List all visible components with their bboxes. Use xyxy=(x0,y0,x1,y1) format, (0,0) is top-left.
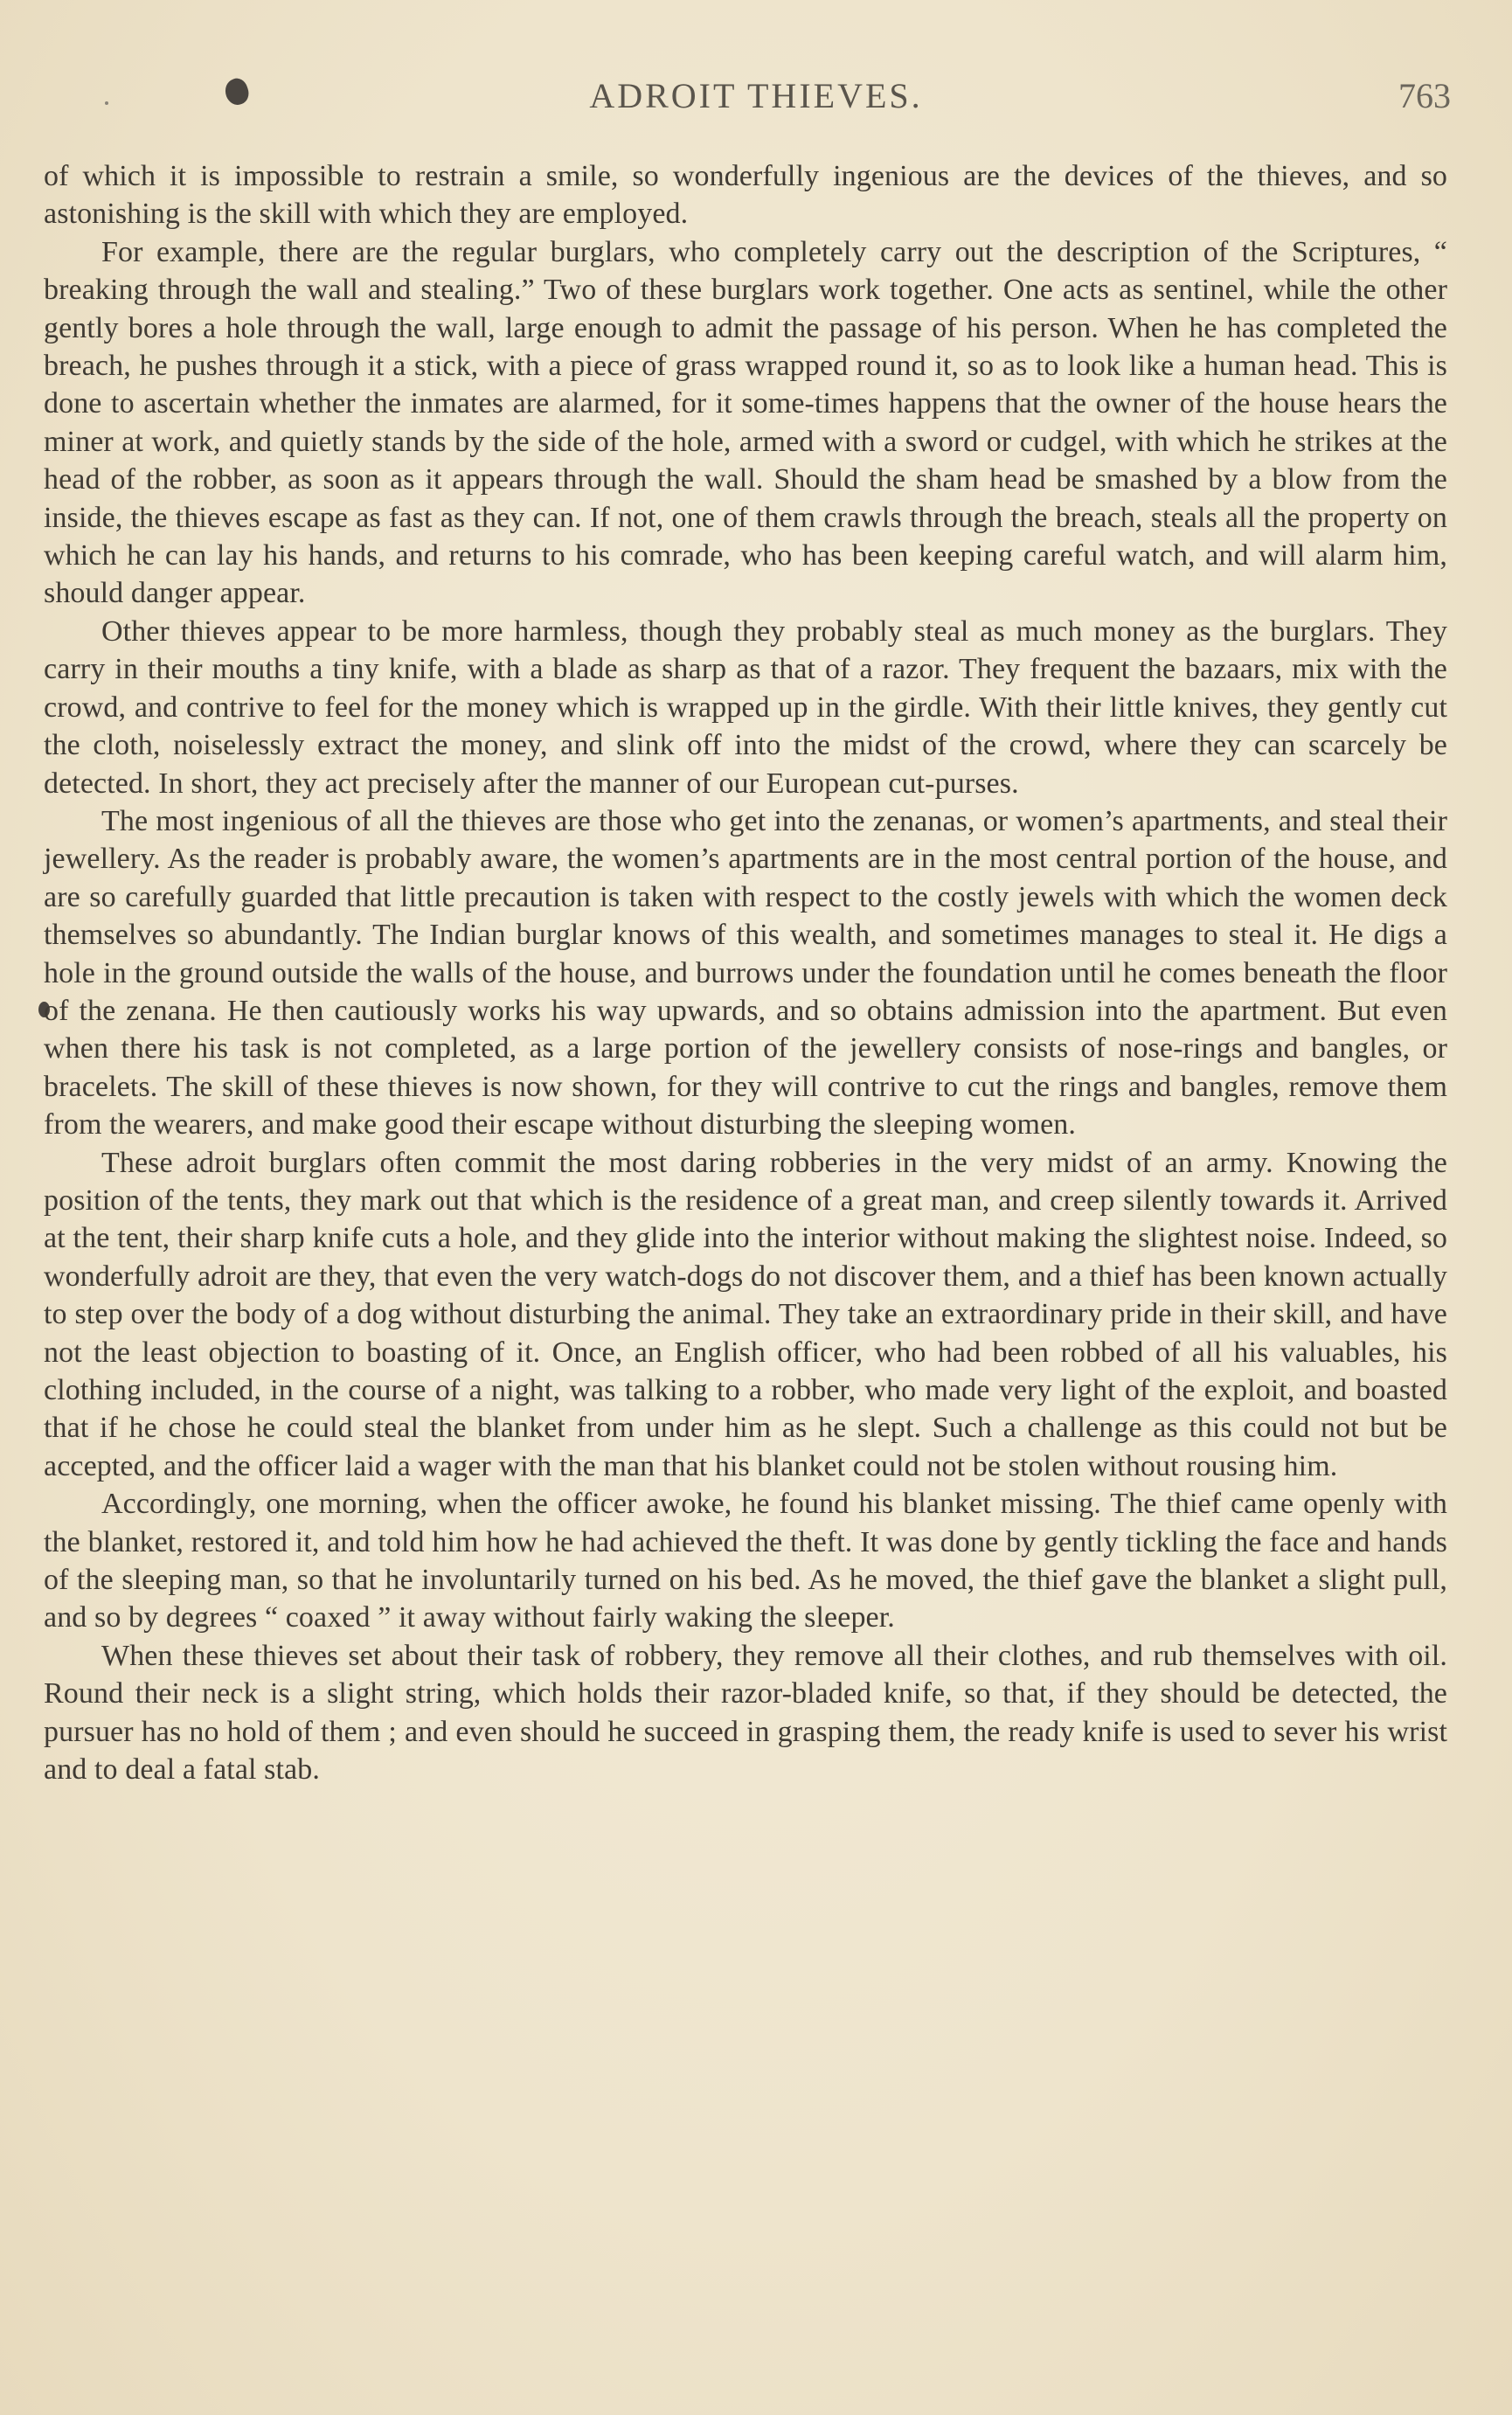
paragraph-army-robberies: These adroit burglars often commit the most daring robberies in the very midst of an army. Knowing the position of the tents, they mark out that which is the residence of a great man, and creep silently towards it. Arrived at the tent, their sharp knife cuts a hole, and they glide into the interior without making the slightest noise. Indeed, so wonderfully adroit are they, that even the very watch-dogs do not discover them, and a thief has been known actually to step over the body of a dog without disturbing the animal. They take an extraordinary pride in their skill, and have not the least objection to boasting of it. Once, an English officer, who had been robbed of all his valuables, his clothing included, in the course of a night, was talking to a robber, who made very light of the exploit, and boasted that if he chose he could steal the blanket from under him as he slept. Such a challenge as this could not but be accepted, and the officer laid a wager with the man that his blanket could not be stolen without rousing him. xyxy=(44,1146,1447,1482)
paragraph-cut-purses: Other thieves appear to be more harmless, though they probably steal as much money as the burglars. They carry in their mouths a tiny knife, with a blade as sharp as that of a razor. They frequent the bazaars, mix with the crowd, and contrive to feel for the money which is wrapped up in the girdle. With their little knives, they gently cut the cloth, noiselessly extract the money, and slink off into the midst of the crowd, where they can scarcely be detected. In short, they act precisely after the manner of our European cut-purses. xyxy=(44,614,1447,800)
paragraph-blanket-theft: Accordingly, one morning, when the officer awoke, he found his blanket missing. The thief came openly with the blanket, restored it, and told him how he had achieved the theft. It was done by gently tickling the face and hands of the sleeping man, so that he involuntarily turned on his bed. As he moved, the thief gave the blanket a slight pull, and so by degrees “ coaxed ” it away without fairly waking the sleeper. xyxy=(44,1488,1447,1634)
paragraph-burglars: For example, there are the regular burglars, who completely carry out the description of the Scriptures, “ breaking through the wall and stealing.” Two of these burglars work together. One acts as sentinel, while the other gently bores a hole through the wall, large enough to admit the passage of his person. When he has completed the breach, he pushes through it a stick, with a piece of grass wrapped round it, so as to look like a human head. This is done to ascertain whether the inmates are alarmed, for it some-times happens that the owner of the house hears the miner at work, and quietly stands by the side of the hole, armed with a sword or cudgel, with which he strikes at the head of the robber, as soon as it appears through the wall. Should the sham head be smashed by a blow from the inside, the thieves escape as fast as they can. If not, one of them crawls through the breach, steals all the property on which he can lay his hands, and returns to his comrade, who has been keeping careful watch, and will alarm him, should danger appear. xyxy=(44,235,1447,610)
page-number: 763 xyxy=(1398,76,1451,115)
paragraph-oil-and-knife: When these thieves set about their task of robbery, they remove all their clothes, and rub themselves with oil. Round their neck is a slight string, which holds their razor-bladed knife, so that, if they should be detected, the pursuer has no hold of them ; and even should he succeed in grasping them, the ready knife is used to sever his wrist and to deal a fatal stab. xyxy=(44,1639,1447,1787)
body-text xyxy=(44,157,1447,1788)
paragraph-continued: of which it is impossible to restrain a smile, so wonderfully ingenious are the devices of the thieves, and so astonishing is the skill with which they are employed. xyxy=(44,160,1447,231)
running-title: ADROIT THIEVES. xyxy=(589,76,923,115)
paragraph-zenana-thieves: The most ingenious of all the thieves are those who get into the zenanas, or women’s apartments, and steal their jewellery. As the reader is probably aware, the women’s apartments are in the most central portion of the house, and are so carefully guarded that little precaution is taken with respect to the costly jewels with which the women deck themselves so abundantly. The Indian burglar knows of this wealth, and sometimes manages to steal it. He digs a hole in the ground outside the walls of the house, and burrows under the foundation until he comes beneath the floor of the zenana. He then cautiously works his way upwards, and so obtains admission into the apartment. But even when there his task is not completed, as a large portion of the jewellery consists of nose-rings and bangles, or bracelets. The skill of these thieves is now shown, for they will contrive to cut the rings and bangles, remove them from the wearers, and make good their escape without disturbing the sleeping women. xyxy=(44,804,1447,1142)
running-header xyxy=(0,75,1512,128)
